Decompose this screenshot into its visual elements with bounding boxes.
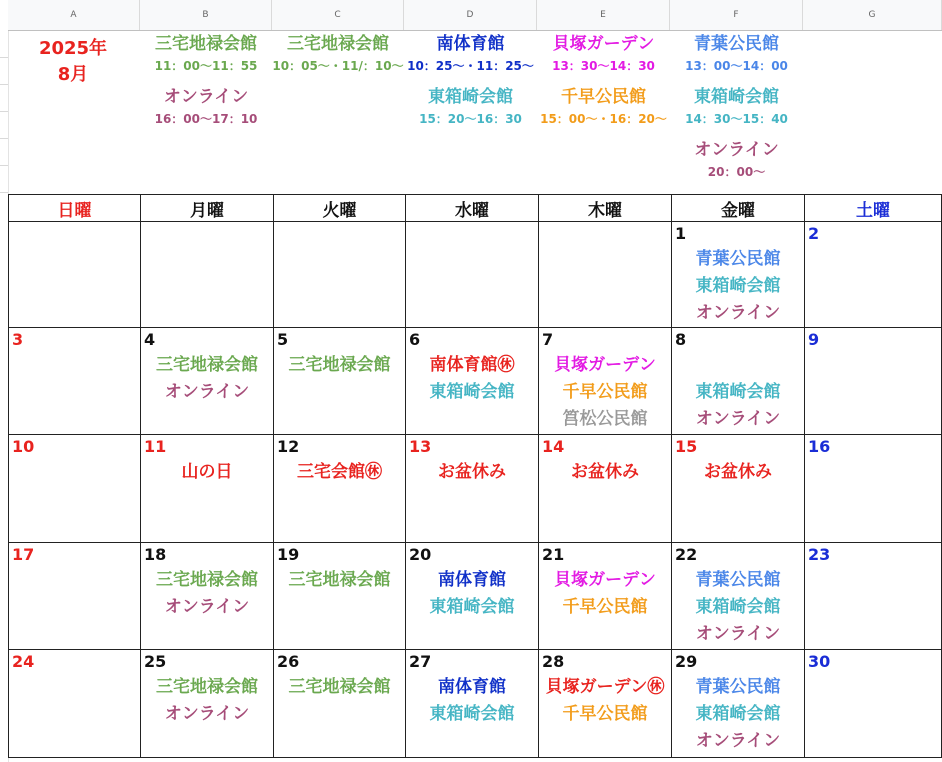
calendar-week-row — [9, 650, 942, 758]
legend-column — [404, 31, 537, 191]
row-gutter-line — [0, 138, 8, 139]
day-number — [539, 222, 671, 246]
calendar-day-cell[interactable] — [274, 543, 406, 650]
column-header-g[interactable]: G — [803, 0, 942, 30]
calendar-event: 南体育館 — [438, 677, 506, 697]
calendar-day-cell[interactable] — [9, 222, 141, 328]
calendar-day-cell[interactable] — [539, 435, 672, 543]
legend-venue-time: 11：00〜11：55 — [154, 59, 258, 73]
calendar-event: 千早公民館 — [562, 382, 648, 402]
day-number: 15 — [675, 437, 698, 456]
calendar-event: 南体育館 — [438, 570, 506, 590]
column-header-b[interactable]: B — [140, 0, 272, 30]
calendar-event: 山の日 — [181, 462, 233, 482]
day-number: 30 — [808, 652, 831, 671]
column-header-e[interactable]: E — [537, 0, 670, 30]
day-number: 27 — [409, 652, 432, 671]
column-header-f[interactable]: F — [670, 0, 803, 30]
column-header-a[interactable]: A — [8, 0, 140, 30]
day-number: 21 — [542, 545, 565, 564]
weekday-header: 金曜 — [672, 195, 805, 222]
calendar-event: お盆休み — [704, 462, 772, 482]
weekday-header: 日曜 — [9, 195, 141, 222]
legend-venue-name: オンライン — [163, 87, 249, 107]
legend-venue-time: 10：25〜・11：25〜 — [407, 59, 534, 73]
day-number: 3 — [12, 330, 24, 349]
weekday-header-row — [9, 195, 942, 222]
calendar-day-cell[interactable] — [141, 222, 274, 328]
column-header-c[interactable]: C — [272, 0, 404, 30]
calendar-day-cell[interactable] — [141, 650, 274, 758]
day-number: 17 — [12, 545, 35, 564]
row-gutter-line — [0, 192, 8, 193]
day-number: 14 — [542, 437, 565, 456]
legend-venue-time: 20：00〜 — [707, 165, 766, 179]
day-number: 9 — [808, 330, 820, 349]
calendar-event: 貝塚ガーデン — [554, 355, 656, 375]
calendar-day-cell[interactable] — [9, 328, 141, 435]
calendar-event: 青葉公民館 — [695, 677, 781, 697]
calendar-event: 三宅地禄会館 — [288, 355, 391, 375]
calendar-day-cell[interactable] — [672, 328, 805, 435]
legend-venue-time: 13：00〜14：00 — [685, 59, 788, 73]
calendar-event: 貝塚ガーデン㊡ — [545, 677, 665, 697]
day-number: 24 — [12, 652, 35, 671]
day-number — [9, 222, 140, 246]
calendar-event: 東箱崎会館 — [695, 597, 781, 617]
calendar-event: 三宅地禄会館 — [156, 677, 258, 697]
calendar-event: オンライン — [164, 382, 250, 402]
legend-venue-time: 16：00〜17：10 — [154, 112, 258, 126]
legend-venue-name: 南体育館 — [436, 34, 505, 54]
calendar-day-cell[interactable] — [406, 222, 539, 328]
calendar-day-cell[interactable] — [406, 435, 539, 543]
calendar-event: 青葉公民館 — [695, 570, 781, 590]
calendar-day-cell[interactable] — [805, 222, 942, 328]
day-number: 2 — [808, 224, 820, 243]
weekday-header: 土曜 — [805, 195, 942, 222]
day-number: 11 — [144, 437, 167, 456]
calendar-day-cell[interactable] — [406, 543, 539, 650]
calendar-day-cell[interactable] — [672, 435, 805, 543]
day-number — [141, 222, 273, 246]
calendar-day-cell[interactable] — [141, 543, 274, 650]
calendar-day-cell[interactable] — [141, 435, 274, 543]
day-number: 29 — [675, 652, 698, 671]
calendar-event: お盆休み — [438, 462, 506, 482]
calendar-day-cell[interactable] — [805, 650, 942, 758]
calendar-week-row — [9, 328, 942, 435]
column-header-d[interactable]: D — [404, 0, 537, 30]
legend-venue-time: 15：20〜16：30 — [419, 112, 522, 126]
day-number: 28 — [542, 652, 565, 671]
day-number: 23 — [808, 545, 831, 564]
weekday-header: 水曜 — [406, 195, 539, 222]
calendar-event: オンライン — [695, 624, 781, 644]
day-number: 4 — [144, 330, 156, 349]
calendar-event: 東箱崎会館 — [695, 382, 781, 402]
calendar-week-row — [9, 435, 942, 543]
calendar-day-cell[interactable] — [9, 543, 141, 650]
calendar-day-cell[interactable] — [539, 222, 672, 328]
legend-venue-name: 三宅地禄会館 — [287, 34, 389, 54]
calendar-day-cell[interactable] — [539, 543, 672, 650]
legend-column — [670, 31, 803, 191]
year-month-title — [28, 36, 118, 88]
legend-column — [140, 31, 272, 191]
legend-venue-time: 13：30〜14：30 — [552, 59, 655, 73]
calendar-event — [672, 352, 804, 379]
legend-venue-time: 14：30〜15：40 — [685, 112, 788, 126]
row-gutter-line — [0, 84, 8, 85]
calendar-week-row — [9, 543, 942, 650]
calendar-day-cell[interactable] — [141, 328, 274, 435]
day-number: 19 — [277, 545, 300, 564]
legend-venue-name: 貝塚ガーデン — [552, 34, 655, 54]
row-gutter-line — [0, 57, 8, 58]
calendar-day-cell[interactable] — [672, 543, 805, 650]
legend-venue-name: 東箱崎会館 — [428, 87, 513, 107]
calendar-event: 南体育館㊡ — [429, 355, 515, 375]
calendar-day-cell[interactable] — [805, 435, 942, 543]
day-number: 12 — [277, 437, 300, 456]
calendar-day-cell[interactable] — [672, 650, 805, 758]
weekday-header: 火曜 — [274, 195, 406, 222]
calendar-event: 三宅地禄会館 — [156, 570, 258, 590]
calendar-event: 青葉公民館 — [695, 249, 781, 269]
calendar-week-row — [9, 222, 942, 328]
calendar-event: オンライン — [164, 597, 250, 617]
weekday-header: 月曜 — [141, 195, 274, 222]
day-number: 20 — [409, 545, 432, 564]
calendar-event: オンライン — [695, 731, 781, 751]
calendar-day-cell[interactable] — [539, 650, 672, 758]
day-number: 1 — [675, 224, 687, 243]
calendar-day-cell[interactable] — [9, 435, 141, 543]
day-number — [406, 222, 538, 246]
day-number: 6 — [409, 330, 421, 349]
day-number: 26 — [277, 652, 300, 671]
day-number: 13 — [409, 437, 432, 456]
weekday-header: 木曜 — [539, 195, 672, 222]
calendar-grid — [8, 194, 942, 758]
calendar-event: 東箱崎会館 — [429, 382, 515, 402]
calendar-event: 三宅会館㊡ — [297, 462, 382, 482]
day-number: 25 — [144, 652, 167, 671]
calendar-event: 千早公民館 — [562, 704, 648, 724]
calendar-event: オンライン — [695, 303, 781, 323]
calendar-event: 貝塚ガーデン — [554, 570, 656, 590]
row-gutter-line — [0, 165, 8, 166]
day-number: 16 — [808, 437, 831, 456]
calendar-day-cell[interactable] — [274, 435, 406, 543]
row-gutter-line — [0, 111, 8, 112]
calendar-event: 筥松公民館 — [562, 409, 648, 429]
day-number: 10 — [12, 437, 35, 456]
legend-venue-name: 三宅地禄会館 — [155, 34, 257, 54]
legend-venue-name: 東箱崎会館 — [694, 87, 779, 107]
calendar-event: オンライン — [164, 704, 250, 724]
calendar-event: 三宅地禄会館 — [156, 355, 258, 375]
calendar-event: 東箱崎会館 — [695, 276, 781, 296]
calendar-day-cell[interactable] — [274, 222, 406, 328]
calendar-day-cell[interactable] — [274, 650, 406, 758]
legend-venue-time: 15：00〜・16：20〜 — [540, 112, 667, 126]
calendar-event: 東箱崎会館 — [429, 597, 515, 617]
calendar-event: 東箱崎会館 — [695, 704, 781, 724]
calendar-day-cell[interactable] — [672, 222, 805, 328]
calendar-event: 三宅地禄会館 — [288, 570, 391, 590]
calendar-day-cell[interactable] — [805, 328, 942, 435]
year-label: 2025年 — [38, 38, 108, 59]
day-number: 22 — [675, 545, 698, 564]
day-number: 18 — [144, 545, 167, 564]
month-label: 8月 — [57, 64, 89, 85]
legend-venue-name: オンライン — [694, 140, 779, 160]
calendar-day-cell[interactable] — [406, 650, 539, 758]
calendar-event: 千早公民館 — [562, 597, 648, 617]
calendar-day-cell[interactable] — [274, 328, 406, 435]
column-header-bar — [8, 0, 942, 31]
calendar-day-cell[interactable] — [9, 650, 141, 758]
day-number: 7 — [542, 330, 554, 349]
calendar-day-cell[interactable] — [805, 543, 942, 650]
calendar-event: 三宅地禄会館 — [288, 677, 391, 697]
legend-venue-name: 千早公民館 — [561, 87, 646, 107]
calendar-event: オンライン — [695, 409, 781, 429]
legend-column — [272, 31, 404, 191]
calendar-day-cell[interactable] — [406, 328, 539, 435]
day-number — [274, 222, 405, 246]
legend-column — [537, 31, 670, 191]
day-number: 8 — [675, 330, 687, 349]
calendar-event: お盆休み — [571, 462, 639, 482]
calendar-event: 東箱崎会館 — [429, 704, 515, 724]
calendar-day-cell[interactable] — [539, 328, 672, 435]
legend-venue-time: 10：05〜・11/：10〜 — [272, 59, 404, 73]
legend-venue-name: 青葉公民館 — [694, 34, 779, 54]
day-number: 5 — [277, 330, 289, 349]
